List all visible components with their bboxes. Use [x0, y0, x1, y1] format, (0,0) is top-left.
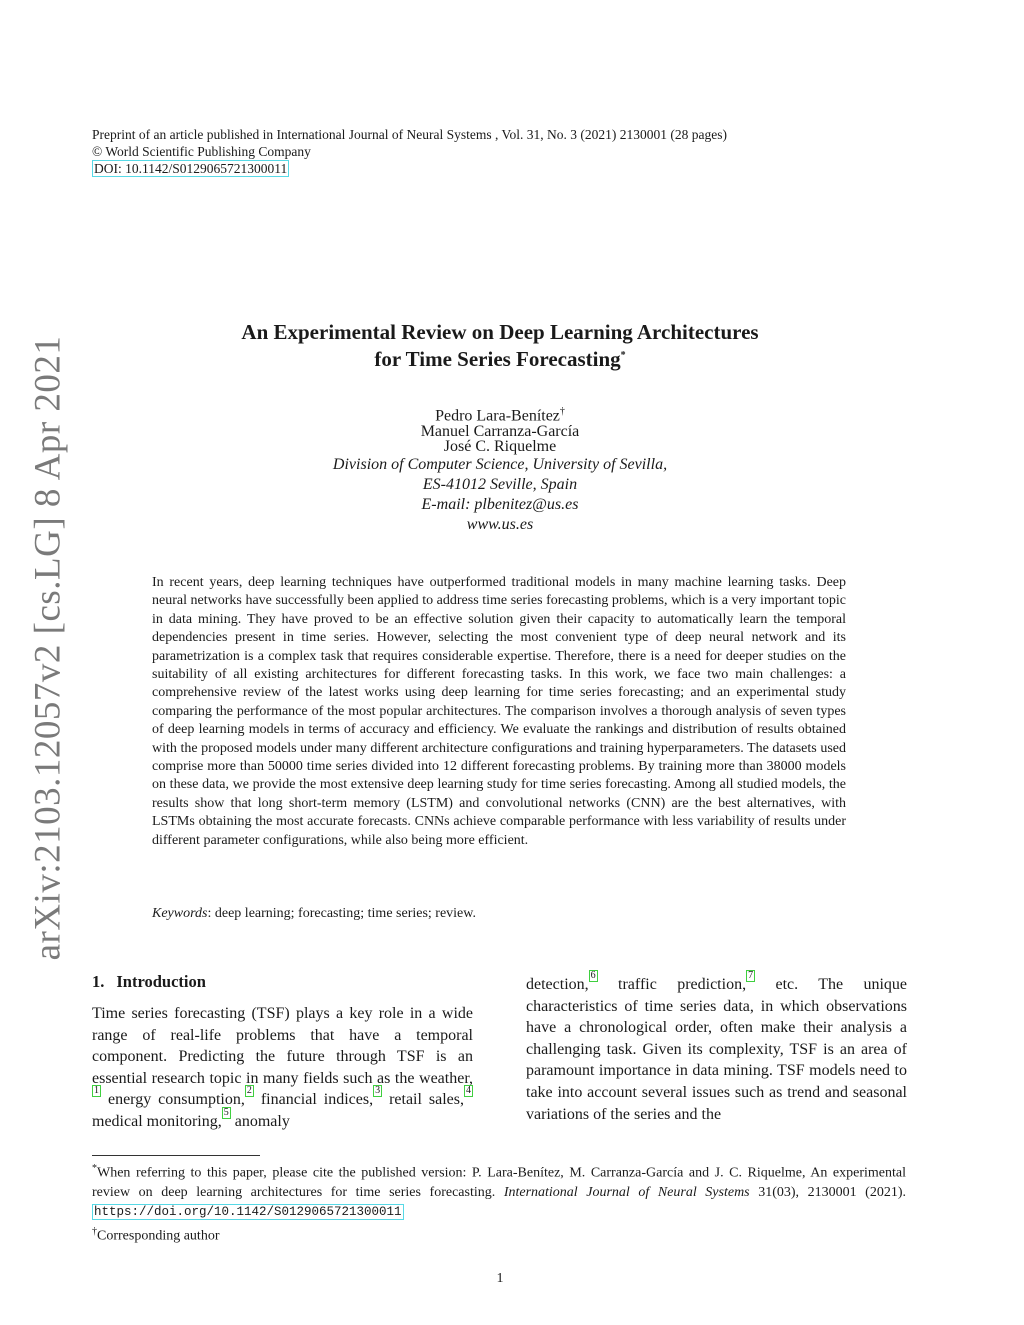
footnote-rule — [92, 1155, 260, 1156]
doi-url-link[interactable]: https://doi.org/10.1142/S0129065721300011 — [94, 1204, 402, 1219]
author-list — [0, 404, 1000, 455]
author-3: José C. Riquelme — [443, 438, 557, 456]
citation-link[interactable]: 2 — [246, 1085, 252, 1097]
footnote-2-mark: † — [92, 1225, 97, 1237]
intro-text: energy consumption, — [101, 1091, 245, 1109]
preprint-notice — [92, 126, 727, 177]
footnotes — [92, 1159, 906, 1245]
intro-text: financial indices, — [253, 1091, 374, 1109]
author-2: Manuel Carranza-García — [420, 422, 580, 440]
footnote-text: 31(03), 2130001 (2021). — [749, 1184, 906, 1200]
affiliation-website: www.us.es — [466, 516, 534, 533]
abstract: In recent years, deep learning techniques have outperformed traditional models in many machine learning tasks. Deep neural networks have successfully been applied to address time series forecasting problems, which is a very important topic in data mining. They have proved to be an effective solution given their capacity to automatically learn the temporal dependencies present in time series. However, selecting the most convenient type of deep neural network and its parametrization is a complex task that requires considerable expertise. Therefore, there is a need for deeper studies on the suitability of all existing architectures for different forecasting tasks. In this work, we face two main challenges: a comprehensive review of the latest works using deep learning for time series forecasting; and an experimental study comparing the performance of the most popular architectures. The comparison involves a thorough analysis of seven types of deep learning models in terms of accuracy and efficiency. We evaluate the rankings and distribution of results obtained with the proposed models under many different architecture configurations and training hyperparameters. The datasets used comprise more than 50000 time series divided into 12 different forecasting problems. By training more than 38000 models on these data, we provide the most extensive deep learning study for time series forecasting. Among all studied models, the results show that long short-term memory (LSTM) and convolutional networks (CNN) are the best alternatives, with LSTMs obtaining the most accurate forecasts. CNNs achieve comparable performance with less variability of results under different parameter configurations, while also being more efficient. — [152, 575, 846, 848]
footnote-text: Corresponding author — [97, 1228, 220, 1244]
footnote-1-mark: * — [92, 1163, 97, 1174]
affiliation-email: E-mail: plbenitez@us.es — [421, 496, 579, 513]
keywords-label: Keywords — [152, 906, 208, 921]
affiliation-line-1: Division of Computer Science, University of Sevilla, — [332, 456, 668, 473]
keywords — [152, 906, 476, 922]
affiliation-line-2: ES-41012 Seville, Spain — [422, 476, 578, 493]
section-heading — [92, 972, 206, 992]
citation-link[interactable]: 6 — [590, 970, 596, 981]
paper-title — [0, 320, 1000, 371]
title-line-2: for Time Series Forecasting — [374, 347, 621, 371]
citation-link[interactable]: 4 — [466, 1085, 472, 1097]
intro-text: anomaly — [230, 1112, 290, 1130]
intro-text: traffic prediction, — [597, 976, 747, 993]
intro-column-left — [92, 1003, 473, 1133]
intro-text: etc. The unique characteristics of time series data, in which observations have a chronological order, often make their analysis a challenging task. Given its complexity, TSF is an area of paramount importance in data mining. TSF models need to take into account several issues such as trend and seasonal variations of the series and the — [526, 976, 908, 1123]
arxiv-stamp: arXiv:2103.12057v2 [cs.LG] 8 Apr 2021 — [27, 335, 69, 961]
intro-text: medical monitoring, — [92, 1112, 222, 1130]
title-line-1: An Experimental Review on Deep Learning Architectures — [241, 320, 759, 344]
keywords-text: : deep learning; forecasting; time series; review. — [207, 906, 476, 921]
preprint-line: Preprint of an article published in International Journal of Neural Systems , Vol. 31, No. 3 (2021) 2130001 (28 pages) — [92, 127, 728, 142]
citation-link[interactable]: 7 — [748, 970, 754, 981]
affiliation — [0, 455, 1000, 535]
section-number: 1. — [92, 972, 105, 991]
author-1-mark: † — [559, 406, 565, 417]
citation-link[interactable]: 3 — [375, 1085, 381, 1097]
copyright-line: © World Scientific Publishing Company — [92, 144, 311, 159]
intro-text: detection, — [526, 976, 589, 993]
page-number: 1 — [496, 1271, 504, 1286]
citation-link[interactable]: 5 — [223, 1106, 229, 1118]
section-title: Introduction — [116, 972, 206, 991]
footnote-corresponding — [92, 1222, 906, 1246]
footnote-journal: International Journal of Neural Systems — [503, 1184, 750, 1200]
title-footnote-mark: * — [620, 350, 626, 361]
footnote-citation — [92, 1159, 906, 1222]
citation-link[interactable]: 1 — [94, 1085, 99, 1097]
intro-text: Time series forecasting (TSF) plays a key role in a wide range of real-life problems that have a temporal component. Predicting the future through TSF is an essential research topic in many fields such as the weather, — [92, 1005, 473, 1087]
intro-column-right — [526, 970, 908, 1125]
footnote-text: When referring to this paper, please cite the published version: P. Lara-Benítez, M. Carranza-García and J. C. Riquelme, An experimental review on deep learning architectures for time series forecasting. — [92, 1165, 906, 1200]
author-1: Pedro Lara-Benítez — [435, 407, 560, 425]
intro-text: retail sales, — [382, 1091, 465, 1109]
doi-link[interactable]: DOI: 10.1142/S0129065721300011 — [94, 161, 288, 176]
